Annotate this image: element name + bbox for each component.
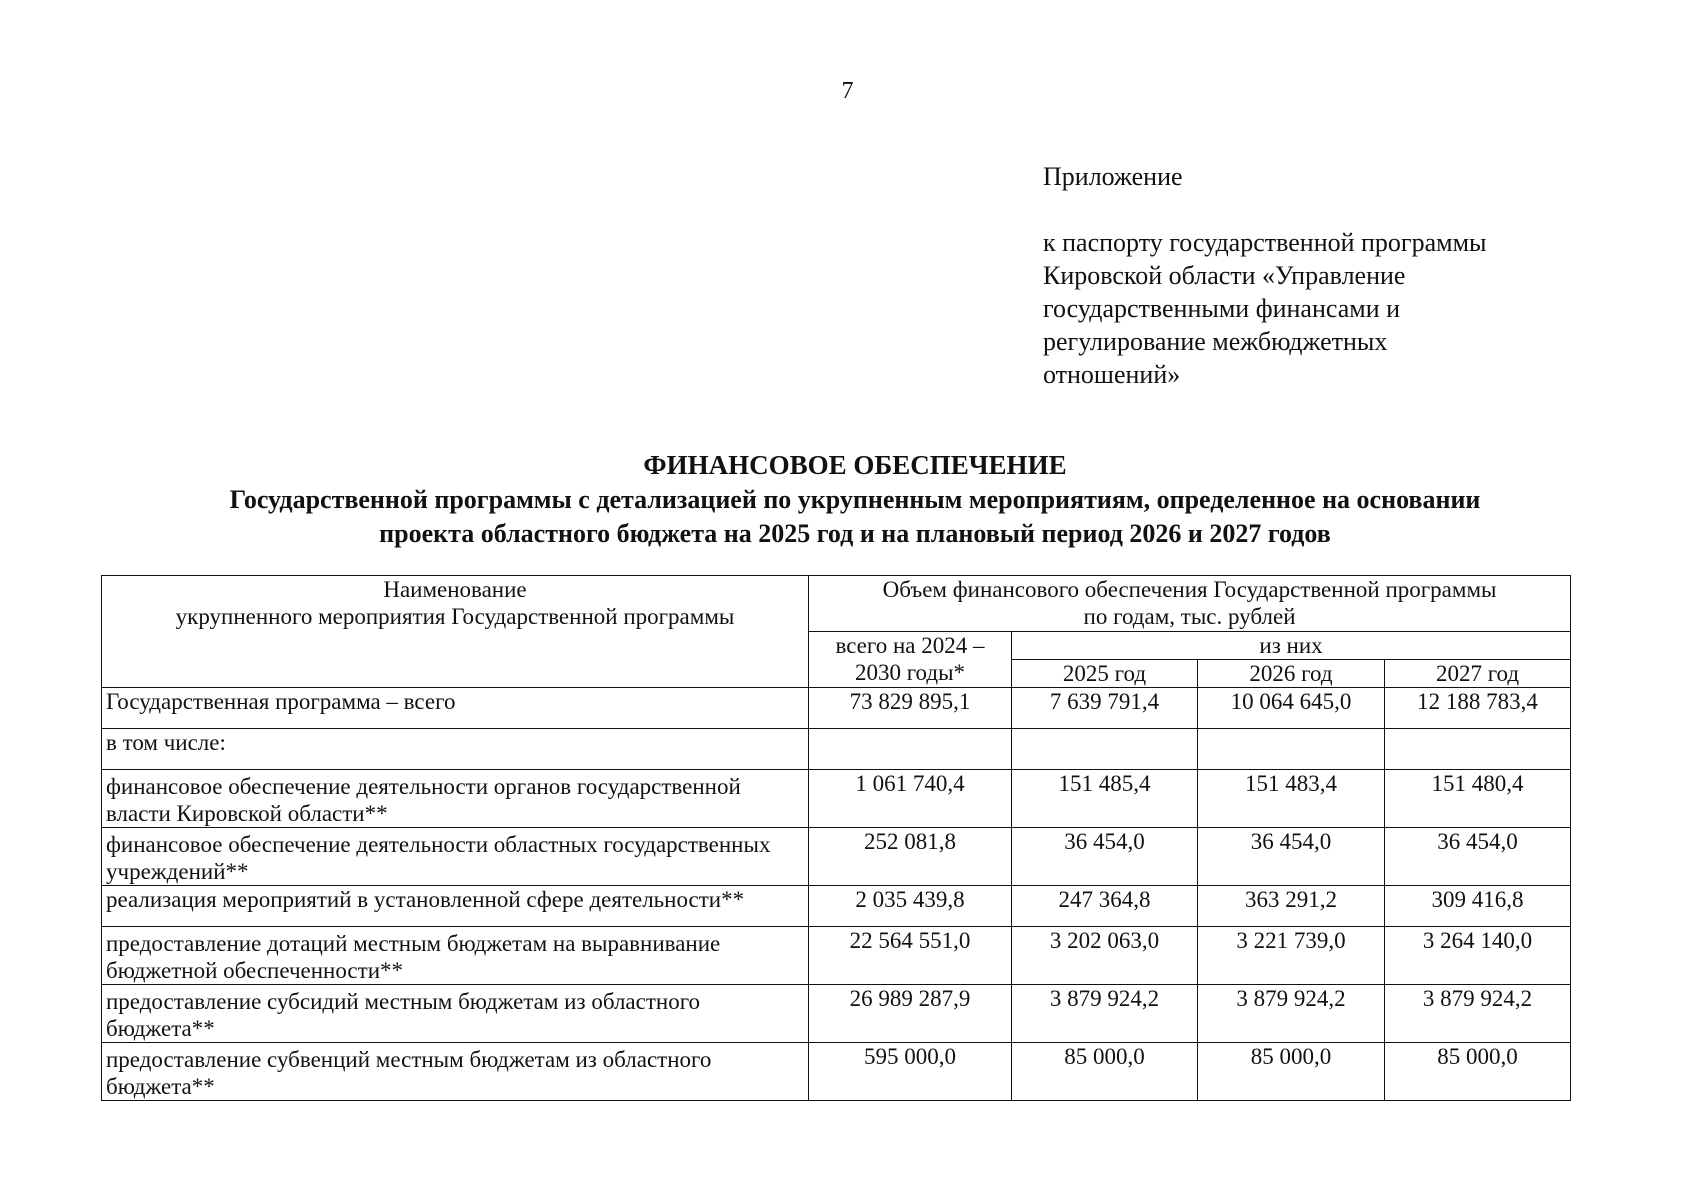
- row-total: 595 000,0: [809, 1043, 1012, 1101]
- row-2027: 12 188 783,4: [1385, 688, 1571, 729]
- header-year-2026: 2026 год: [1198, 660, 1385, 688]
- row-name: реализация мероприятий в установленной сфере деятельности**: [102, 886, 809, 927]
- row-2026: 10 064 645,0: [1198, 688, 1385, 729]
- header-year-2025: 2025 год: [1012, 660, 1198, 688]
- row-2025: 36 454,0: [1012, 828, 1198, 886]
- row-2027: 3 264 140,0: [1385, 927, 1571, 985]
- appendix-text: [1043, 226, 1643, 391]
- financing-table: [101, 575, 1571, 1101]
- row-2025: [1012, 729, 1198, 770]
- row-2026: 363 291,2: [1198, 886, 1385, 927]
- appendix-line: государственными финансами и: [1043, 294, 1401, 323]
- row-2027: 151 480,4: [1385, 770, 1571, 828]
- header-total-line: всего на 2024 –: [835, 633, 985, 658]
- row-2025: 247 364,8: [1012, 886, 1198, 927]
- table-row: [102, 886, 1571, 927]
- row-total: 73 829 895,1: [809, 688, 1012, 729]
- row-name: [102, 927, 809, 985]
- header-total-cell: [809, 632, 1012, 688]
- appendix-line: к паспорту государственной программы: [1043, 228, 1487, 257]
- row-2026: 151 483,4: [1198, 770, 1385, 828]
- row-total: 2 035 439,8: [809, 886, 1012, 927]
- row-2026: 36 454,0: [1198, 828, 1385, 886]
- row-2027: 36 454,0: [1385, 828, 1571, 886]
- row-name: [102, 985, 809, 1043]
- table-row: [102, 729, 1571, 770]
- row-total: [809, 729, 1012, 770]
- page-number: 7: [841, 78, 854, 104]
- row-name: в том числе:: [102, 729, 809, 770]
- row-2027: 309 416,8: [1385, 886, 1571, 927]
- appendix-line: отношений»: [1043, 360, 1181, 389]
- row-name: Государственная программа – всего: [102, 688, 809, 729]
- appendix-line: регулирование межбюджетных: [1043, 327, 1388, 356]
- document-title: ФИНАНСОВОЕ ОБЕСПЕЧЕНИЕ: [643, 450, 1067, 480]
- row-name: [102, 1043, 809, 1101]
- row-2027: 3 879 924,2: [1385, 985, 1571, 1043]
- appendix-line: Кировской области «Управление: [1043, 261, 1406, 290]
- row-2025: 7 639 791,4: [1012, 688, 1198, 729]
- row-2027: 85 000,0: [1385, 1043, 1571, 1101]
- header-name-cell: [102, 576, 809, 688]
- row-name: [102, 828, 809, 886]
- subtitle-line: Государственной программы с детализацией по укрупненным мероприятиям, определенное на основании: [229, 485, 1481, 514]
- appendix-title: Приложение: [1043, 162, 1183, 191]
- table-row: [102, 688, 1571, 729]
- row-2026: 3 879 924,2: [1198, 985, 1385, 1043]
- header-name-line: Наименование: [383, 577, 527, 602]
- row-2025: 151 485,4: [1012, 770, 1198, 828]
- table-row: [102, 985, 1571, 1043]
- row-name-line: учреждений**: [106, 859, 249, 884]
- row-2025: 85 000,0: [1012, 1043, 1198, 1101]
- header-year-2027: 2027 год: [1385, 660, 1571, 688]
- row-name-line: предоставление дотаций местным бюджетам на выравнивание: [106, 931, 721, 956]
- row-2025: 3 202 063,0: [1012, 927, 1198, 985]
- row-name-line: предоставление субсидий местным бюджетам из областного: [106, 989, 701, 1014]
- header-volume-cell: [809, 576, 1571, 632]
- table-row: [102, 828, 1571, 886]
- table-row: [102, 1043, 1571, 1101]
- row-name-line: власти Кировской области**: [106, 801, 388, 826]
- row-total: 252 081,8: [809, 828, 1012, 886]
- row-name: [102, 770, 809, 828]
- header-total-line: 2030 годы*: [854, 660, 966, 685]
- row-name-line: финансовое обеспечение деятельности областных государственных: [106, 832, 771, 857]
- row-name-line: бюджетной обеспеченности**: [106, 958, 404, 983]
- header-of-them-cell: из них: [1012, 632, 1571, 660]
- row-2026: [1198, 729, 1385, 770]
- row-2027: [1385, 729, 1571, 770]
- row-name-line: бюджета**: [106, 1074, 215, 1099]
- row-name-line: предоставление субвенций местным бюджетам из областного: [106, 1047, 712, 1072]
- header-volume-line: Объем финансового обеспечения Государственной программы: [882, 577, 1497, 602]
- subtitle-line: проекта областного бюджета на 2025 год и на плановый период 2026 и 2027 годов: [379, 519, 1331, 548]
- document-subtitle: [150, 483, 1560, 551]
- row-name-line: финансовое обеспечение деятельности органов государственной: [106, 774, 741, 799]
- row-2026: 3 221 739,0: [1198, 927, 1385, 985]
- table-row: [102, 770, 1571, 828]
- row-total: 1 061 740,4: [809, 770, 1012, 828]
- row-name-line: бюджета**: [106, 1016, 215, 1041]
- header-name-line: укрупненного мероприятия Государственной программы: [175, 604, 735, 629]
- row-total: 22 564 551,0: [809, 927, 1012, 985]
- table-row: [102, 927, 1571, 985]
- header-volume-line: по годам, тыс. рублей: [1083, 604, 1296, 629]
- row-2025: 3 879 924,2: [1012, 985, 1198, 1043]
- row-2026: 85 000,0: [1198, 1043, 1385, 1101]
- row-total: 26 989 287,9: [809, 985, 1012, 1043]
